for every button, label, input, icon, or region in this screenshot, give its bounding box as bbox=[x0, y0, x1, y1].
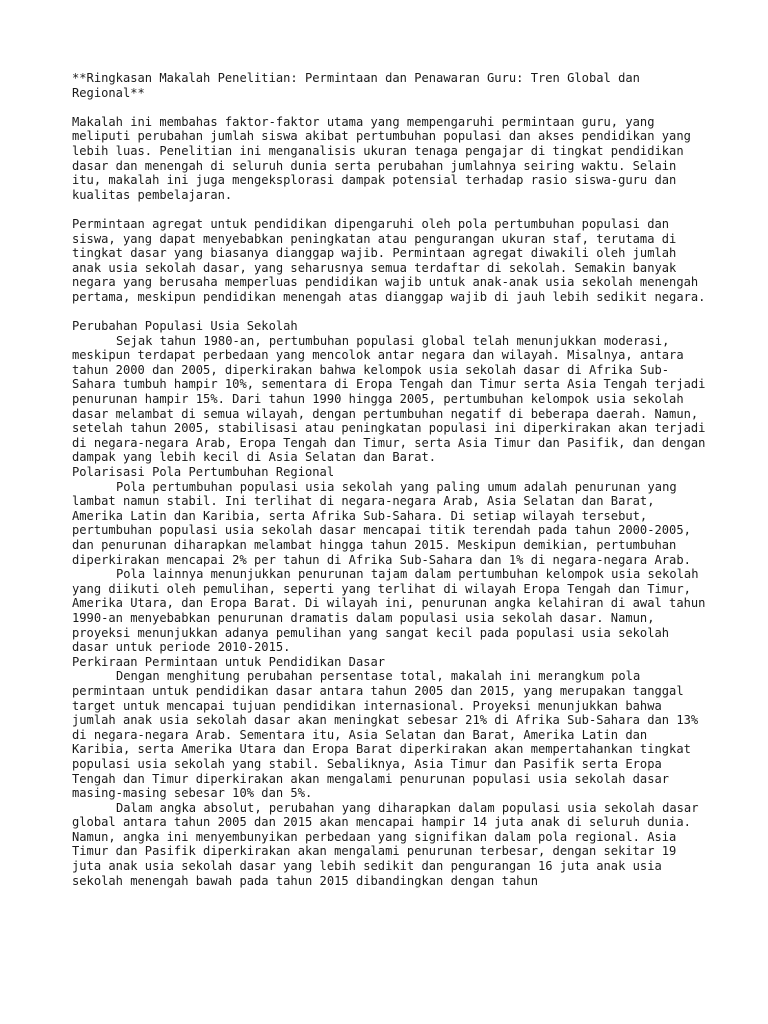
spacer bbox=[72, 202, 712, 217]
document-title: **Ringkasan Makalah Penelitian: Permintaan dan Penawaran Guru: Tren Global dan Regional** bbox=[72, 71, 648, 100]
section-heading-demand-estimate: Perkiraan Permintaan untuk Pendidikan Dasar bbox=[72, 654, 386, 669]
section-2-paragraph-1: Pola pertumbuhan populasi usia sekolah yang paling umum adalah penurunan yang lambat namun stabil. Ini terlihat di negara-negara Arab, Asia Selatan dan Barat, Amerika Latin dan Karibia, serta Afrika Sub-Sahara. Di setiap wilayah tersebut, pertumbuhan populasi usia sekolah dasar mencapai titik terendah pada tahun 2000-2005, dan penurunan diharapkan melambat hingga tahun 2015. Meskipun demikian, pertumbuhan diperkirakan mencapai 2% per tahun di Afrika Sub-Sahara dan 1% di negara-negara Arab. bbox=[72, 479, 699, 567]
spacer bbox=[72, 100, 712, 115]
intro-paragraph-1: Makalah ini membahas faktor-faktor utama yang mempengaruhi permintaan guru, yang meliputi perubahan jumlah siswa akibat pertumbuhan populasi dan akses pendidikan yang lebih luas. Penelitian ini menganalisis ukuran tenaga pengajar di tingkat pendidikan dasar dan menengah di seluruh dunia serta perubahan jumlahnya seiring waktu. Selain itu, makalah ini juga mengeksplorasi dampak potensial terhadap rasio siswa-guru dan kualitas pembelajaran. bbox=[72, 114, 699, 202]
section-heading-regional-polarization: Polarisasi Pola Pertumbuhan Regional bbox=[72, 465, 335, 480]
section-1-paragraph-1: Sejak tahun 1980-an, pertumbuhan populasi global telah menunjukkan moderasi, meskipun terdapat perbedaan yang mencolok antar negara dan wilayah. Misalnya, antara tahun 2000 dan 2005, diperkirakan bahwa kelompok usia sekolah dasar di Afrika Sub-Sahara tumbuh hampir 10%, sementara di Eropa Tengah dan Timur serta Asia Tengah terjadi penurunan hampir 15%. Dari tahun 1990 hingga 2005, pertumbuhan kelompok usia sekolah dasar melambat di semua wilayah, dengan pertumbuhan negatif di beberapa daerah. Namun, setelah tahun 2005, stabilisasi atau peningkatan populasi ini diperkirakan akan terjadi di negara-negara Arab, Eropa Tengah dan Timur, serta Asia Timur dan Pasifik, dan dengan dampak yang lebih kecil di Asia Selatan dan Barat. bbox=[72, 333, 713, 465]
document-page bbox=[72, 71, 712, 888]
section-heading-population-change: Perubahan Populasi Usia Sekolah bbox=[72, 319, 298, 334]
spacer bbox=[72, 305, 712, 320]
section-3-paragraph-2: Dalam angka absolut, perubahan yang diharapkan dalam populasi usia sekolah dasar global antara tahun 2005 dan 2015 akan mencapai hampir 14 juta anak di seluruh dunia. Namun, angka ini menyembunyikan perbedaan yang signifikan dalam pola regional. Asia Timur dan Pasifik diperkirakan akan mengalami penurunan terbesar, dengan sekitar 19 juta anak usia sekolah dasar yang lebih sedikit dan pengurangan 16 juta anak usia sekolah menengah bawah pada tahun 2015 dibandingkan dengan tahun bbox=[72, 800, 706, 888]
section-3-paragraph-1: Dengan menghitung perubahan persentase total, makalah ini merangkum pola permintaan untuk pendidikan dasar antara tahun 2005 dan 2015, yang merupakan tanggal target untuk mencapai tujuan pendidikan internasional. Proyeksi menunjukkan bahwa jumlah anak usia sekolah dasar akan meningkat sebesar 21% di Afrika Sub-Sahara dan 13% di negara-negara Arab. Sementara itu, Asia Selatan dan Barat, Amerika Latin dan Karibia, serta Amerika Utara dan Eropa Barat diperkirakan akan mempertahankan tingkat populasi usia sekolah yang stabil. Sebaliknya, Asia Timur dan Pasifik serta Eropa Tengah dan Timur diperkirakan akan mengalami penurunan populasi usia sekolah dasar masing-masing sebesar 10% dan 5%. bbox=[72, 669, 706, 801]
intro-paragraph-2: Permintaan agregat untuk pendidikan dipengaruhi oleh pola pertumbuhan populasi dan siswa, yang dapat menyebabkan peningkatan atau pengurangan ukuran staf, terutama di tingkat dasar yang biasanya dianggap wajib. Permintaan agregat diwakili oleh jumlah anak usia sekolah dasar, yang seharusnya semua terdaftar di sekolah. Semakin banyak negara yang berusaha memperluas pendidikan wajib untuk anak-anak usia sekolah menengah pertama, meskipun pendidikan menengah atas dianggap wajib di jauh lebih sedikit negara. bbox=[72, 216, 706, 304]
section-2-paragraph-2: Pola lainnya menunjukkan penurunan tajam dalam pertumbuhan kelompok usia sekolah yang diikuti oleh pemulihan, seperti yang terlihat di wilayah Eropa Tengah dan Timur, Amerika Utara, dan Eropa Barat. Di wilayah ini, penurunan angka kelahiran di awal tahun 1990-an menyebabkan penurunan dramatis dalam populasi usia sekolah dasar. Namun, proyeksi menunjukkan adanya pemulihan yang sangat kecil pada populasi usia sekolah dasar untuk periode 2010-2015. bbox=[72, 567, 713, 655]
